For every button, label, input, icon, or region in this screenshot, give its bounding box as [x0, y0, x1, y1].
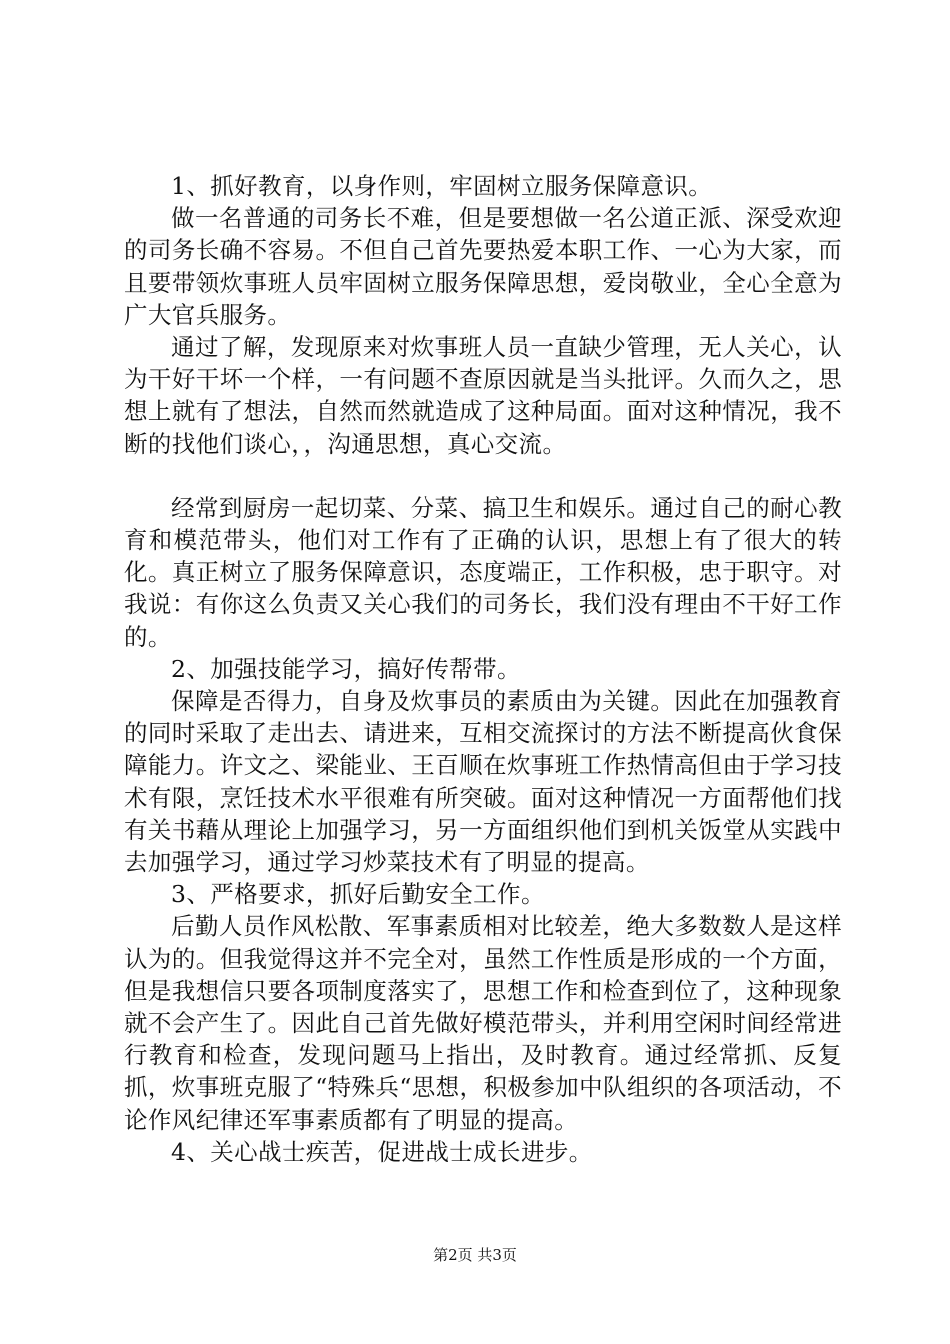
heading-3: 3、严格要求，抓好后勤安全工作。 — [171, 880, 545, 909]
heading-4: 4、关心战士疾苦，促进战士成长进步。 — [171, 1137, 593, 1166]
paragraph: 经常到厨房一起切菜、分菜、搞卫生和娱乐。通过自己的耐心教育和模范带头，他们对工作有了正确的认识，思想上有了很大的转化。真正树立了服务保障意识，态度端正，工作积极，忠于职守。对我说：有你这么负责又关心我们的司务长，我们没有理由不干好工作的。 — [124, 493, 842, 651]
heading-1: 1、抓好教育，以身作则，牢固树立服务保障意识。 — [171, 172, 713, 200]
paragraph: 做一名普通的司务长不难，但是要想做一名公道正派、深受欢迎的司务长确不容易。不但自己首先要热爱本职工作、一心为大家，而且要带领炊事班人员牢固树立服务保障思想，爱岗敬业，全心全意为广大官兵服务。 — [124, 204, 842, 329]
paragraph-gap — [124, 460, 842, 492]
page-number-footer: 第2页 共3页 — [433, 1246, 517, 1264]
paragraph: 保障是否得力，自身及炊事员的素质由为关键。因此在加强教育的同时采取了走出去、请进来，互相交流探讨的方法不断提高伙食保障能力。许文之、梁能业、王百顺在炊事班工作热情高但由于学习技术有限，烹饪技术水平很难有所突破。面对这种情况一方面帮他们找有关书藉从理论上加强学习，另一方面组织他们到机关饭堂从实践中去加强学习，通过学习炒菜技术有了明显的提高。 — [124, 687, 842, 877]
paragraph: 后勤人员作风松散、军事素质相对比较差，绝大多数数人是这样认为的。但我觉得这并不完全对，虽然工作性质是形成的一个方面，但是我想信只要各项制度落实了，思想工作和检查到位了，这种现象就不会产生了。因此自己首先做好模范带头，并利用空闲时间经常进行教育和检查，发现问题马上指出，及时教育。通过经常抓、反复抓，炊事班克服了“特殊兵“思想，积极参加中队组织的各项活动，不论作风纪律还军事素质都有了明显的提高。 — [124, 912, 842, 1134]
heading-2: 2、加强技能学习，搞好传帮带。 — [171, 654, 521, 683]
paragraph: 通过了解，发现原来对炊事班人员一直缺少管理，无人关心，认为干好干坏一个样，一有问题不查原因就是当头批评。久而久之，思想上就有了想法，自然而然就造成了这种局面。面对这种情况，我不断的找他们谈心，，沟通思想，真心交流。 — [124, 333, 842, 458]
document-body — [124, 170, 842, 1168]
